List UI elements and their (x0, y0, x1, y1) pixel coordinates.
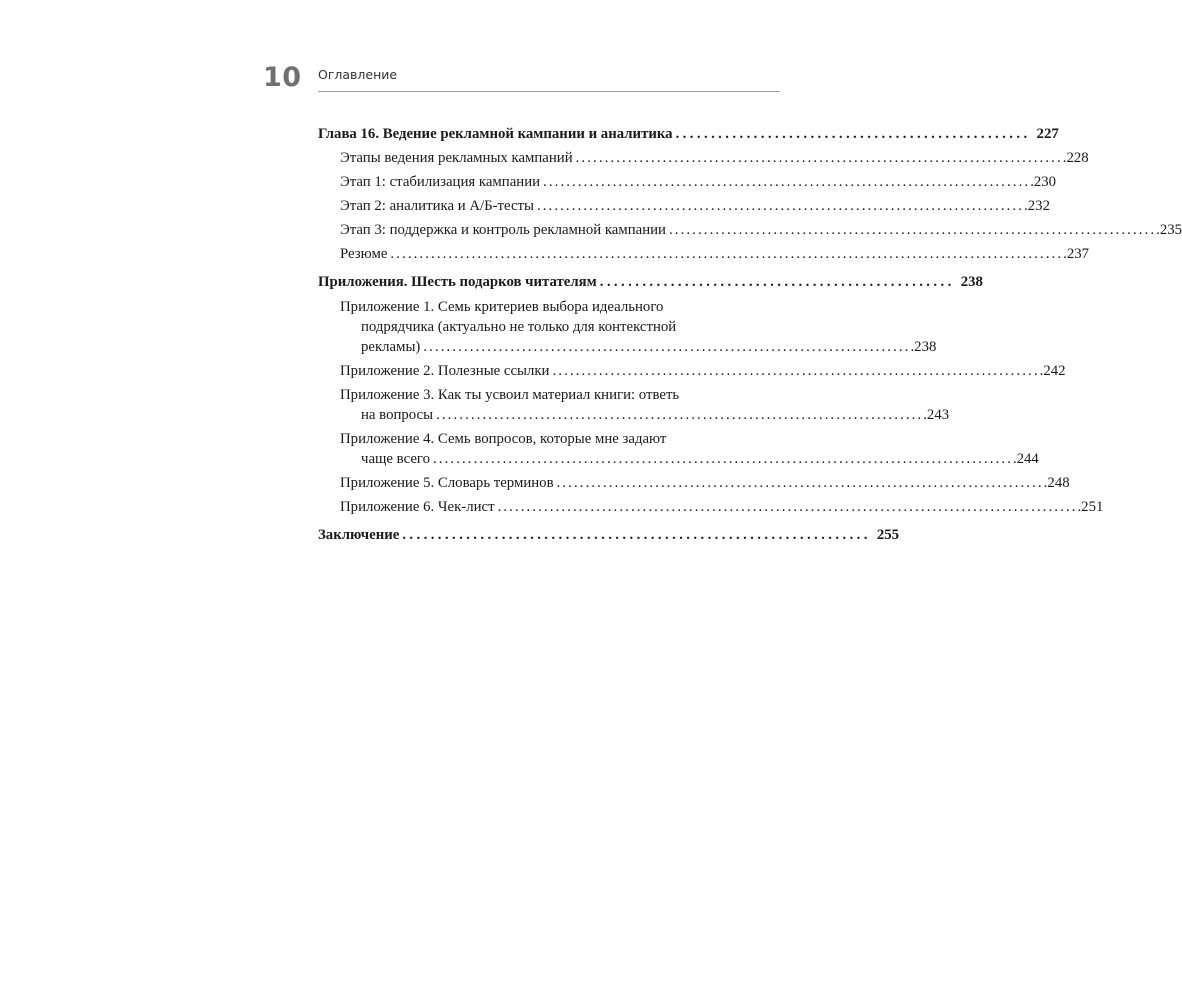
toc-entry-page: 255 (876, 527, 900, 543)
toc-subsection[interactable] (318, 244, 1090, 264)
dot-leader: .................................................................................................... (497, 499, 1078, 515)
dot-leader: .................................................................................................... (433, 451, 1013, 467)
toc-entry-page: .232 (1024, 198, 1050, 214)
dot-leader: .................................................................................... (552, 363, 1040, 379)
dot-leader: .................................................................. (402, 527, 871, 543)
toc-conclusion[interactable] (318, 525, 900, 545)
toc-entry-page: .238 (910, 339, 937, 355)
toc-entry-last-line (318, 449, 1039, 469)
toc-entry-page: 238 (960, 274, 983, 290)
toc-appendix-1[interactable] (318, 297, 937, 357)
toc-entry-title: Резюме (340, 246, 388, 262)
dot-leader: .................................................................................... (543, 174, 1031, 190)
toc-entry-page: .230 (1030, 174, 1057, 190)
dot-leader: .................................................. (675, 126, 1031, 142)
page-number: 10 (263, 62, 302, 93)
running-header-title: Оглавление (318, 67, 398, 82)
toc-entry-title: Этап 1: стабилизация кампании (340, 174, 541, 190)
dot-leader: .................................................................................... (423, 339, 911, 355)
toc-entry-last-line (318, 405, 950, 425)
dot-leader: .................................................................................................................... (390, 246, 1064, 262)
toc-entry-page: .228 (1062, 150, 1089, 166)
toc-entry-title-line: подрядчика (актуально не только для контекстной (361, 319, 677, 335)
toc-subsection[interactable] (318, 196, 1050, 216)
toc-entry-page: .237 (1063, 246, 1090, 262)
toc-entry-title-line: Приложение 1. Семь критериев выбора идеального (340, 299, 664, 315)
toc-entry-page: 227 (1036, 126, 1059, 142)
toc-entry-title: Приложение 2. Полезные ссылки (340, 363, 550, 379)
toc-appendix-3[interactable] (318, 385, 950, 425)
toc-appendices[interactable] (318, 272, 983, 292)
toc-appendix-2[interactable] (318, 361, 1066, 381)
toc-entry-title: Этапы ведения рекламных кампаний (340, 150, 573, 166)
dot-leader: .................................................................................... (575, 150, 1063, 166)
toc-entry-page: .244 (1012, 451, 1039, 467)
toc-entry-title-line: Приложение 4. Семь вопросов, которые мне задают (340, 431, 667, 447)
toc-entry-page: .242 (1039, 363, 1066, 379)
dot-leader: .................................................................................... (556, 475, 1044, 491)
toc-entry-title-line: Приложение 3. Как ты усвоил материал книги: ответь (340, 387, 680, 403)
dot-leader: .................................................................................... (668, 222, 1157, 238)
toc-entry-title: Приложение 5. Словарь терминов (340, 475, 554, 491)
toc-entry-page: .248 (1043, 475, 1070, 491)
toc-entry-page: .235 (1156, 222, 1182, 238)
toc-entry-title: на вопросы (361, 407, 434, 423)
toc-entry-page: .243 (923, 407, 950, 423)
toc-entry-title: Приложение 6. Чек-лист (340, 499, 495, 515)
toc-entry-title: Приложения. Шесть подарков читателям (318, 274, 597, 290)
toc-appendix-5[interactable] (318, 473, 1070, 493)
table-of-contents (318, 124, 1182, 545)
toc-entry-title: Этап 2: аналитика и А/Б-тесты (340, 198, 534, 214)
toc-subsection[interactable] (318, 220, 1182, 240)
dot-leader: .................................................. (599, 274, 955, 290)
dot-leader: .................................................................................... (436, 407, 924, 423)
toc-entry-last-line (318, 337, 937, 357)
toc-entry-title: Глава 16. Ведение рекламной кампании и аналитика (318, 126, 673, 142)
toc-subsection[interactable] (318, 148, 1089, 168)
header-divider (318, 91, 780, 92)
toc-appendix-6[interactable] (318, 497, 1104, 517)
dot-leader: .................................................................................... (536, 198, 1025, 214)
toc-entry-title: рекламы) (361, 339, 421, 355)
toc-entry-title: Этап 3: поддержка и контроль рекламной кампании (340, 222, 666, 238)
toc-chapter-16[interactable] (318, 124, 1059, 144)
toc-entry-title: Заключение (318, 527, 400, 543)
toc-appendix-4[interactable] (318, 429, 1039, 469)
toc-entry-page: .251 (1077, 499, 1104, 515)
toc-entry-title: чаще всего (361, 451, 430, 467)
toc-subsection[interactable] (318, 172, 1057, 192)
